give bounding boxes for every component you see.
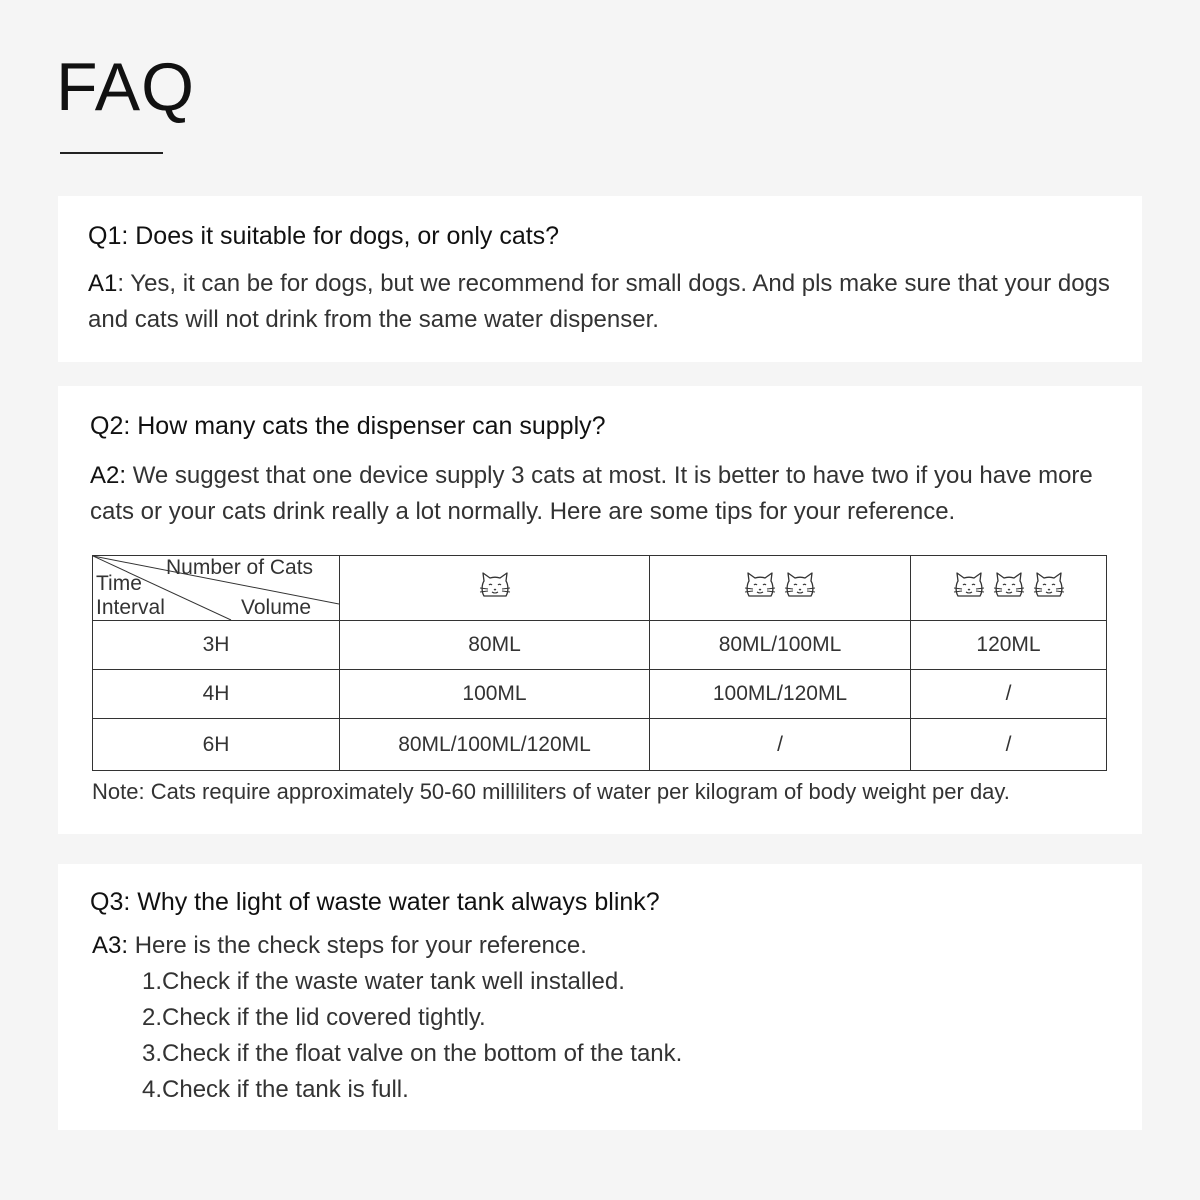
list-item: 3.Check if the float valve on the bottom of the tank. bbox=[142, 1040, 683, 1067]
question-q3: Q3: Why the light of waste water tank always blink? bbox=[90, 888, 660, 916]
cat-face-icon bbox=[953, 571, 985, 605]
header-interval: Interval bbox=[96, 596, 165, 619]
table-cell: 80ML bbox=[340, 621, 650, 670]
answer-q3 bbox=[92, 928, 1128, 1108]
faq-card-q2 bbox=[58, 386, 1142, 834]
check-steps-list bbox=[92, 964, 1128, 1108]
faq-card-q1 bbox=[58, 196, 1142, 362]
header-one-cat bbox=[340, 556, 650, 621]
cat-icons-group bbox=[479, 571, 511, 605]
table-cell: 120ML bbox=[911, 621, 1107, 670]
answer-text-a3: Here is the check steps for your reference. bbox=[128, 932, 587, 959]
row-interval: 3H bbox=[93, 621, 340, 670]
question-q2: Q2: How many cats the dispenser can supply? bbox=[90, 412, 606, 440]
answer-q1 bbox=[88, 266, 1128, 338]
title-underline bbox=[60, 152, 163, 154]
cat-icons-group bbox=[744, 571, 816, 605]
list-item: 1.Check if the waste water tank well installed. bbox=[142, 968, 625, 995]
cat-icons-group bbox=[953, 571, 1065, 605]
header-two-cats bbox=[650, 556, 911, 621]
answer-label-a3: A3: bbox=[92, 932, 129, 959]
list-item: 4.Check if the tank is full. bbox=[142, 1076, 409, 1103]
cat-face-icon bbox=[479, 571, 511, 605]
table-row bbox=[93, 621, 1107, 670]
table-header-row bbox=[93, 556, 1107, 621]
header-time: Time bbox=[96, 572, 142, 595]
table-row bbox=[93, 670, 1107, 719]
table-corner-header bbox=[93, 556, 340, 621]
cat-face-icon bbox=[993, 571, 1025, 605]
table-cell: / bbox=[650, 719, 911, 771]
row-interval: 4H bbox=[93, 670, 340, 719]
answer-label-a1: A1 bbox=[88, 270, 118, 297]
faq-title: FAQ bbox=[56, 49, 196, 125]
table-cell: 80ML/100ML/120ML bbox=[340, 719, 650, 771]
table-note: Note: Cats require approximately 50-60 milliliters of water per kilogram of body weight per day. bbox=[92, 779, 1010, 804]
cat-face-icon bbox=[1033, 571, 1065, 605]
list-item: 2.Check if the lid covered tightly. bbox=[142, 1004, 486, 1031]
header-three-cats bbox=[911, 556, 1107, 621]
cat-face-icon bbox=[784, 571, 816, 605]
answer-text-a1: : Yes, it can be for dogs, but we recommend for small dogs. And pls make sure that your dogs and cats will not drink from the same water dispenser. bbox=[88, 270, 1110, 333]
table-cell: / bbox=[911, 719, 1107, 771]
table-cell: 100ML bbox=[340, 670, 650, 719]
answer-text-a2: We suggest that one device supply 3 cats at most. It is better to have two if you have more cats or your cats drink really a lot normally. Here are some tips for your reference. bbox=[90, 462, 1093, 525]
faq-card-q3 bbox=[58, 864, 1142, 1130]
answer-label-a2: A2: bbox=[90, 462, 127, 489]
row-interval: 6H bbox=[93, 719, 340, 771]
table-cell: / bbox=[911, 670, 1107, 719]
header-number-of-cats: Number of Cats bbox=[166, 556, 314, 579]
answer-q2 bbox=[90, 458, 1132, 530]
table-cell: 100ML/120ML bbox=[650, 670, 911, 719]
question-q1: Q1: Does it suitable for dogs, or only cats? bbox=[88, 222, 560, 250]
water-supply-table bbox=[92, 555, 1107, 771]
cat-face-icon bbox=[744, 571, 776, 605]
header-volume: Volume bbox=[241, 596, 312, 619]
table-cell: 80ML/100ML bbox=[650, 621, 911, 670]
table-row bbox=[93, 719, 1107, 771]
